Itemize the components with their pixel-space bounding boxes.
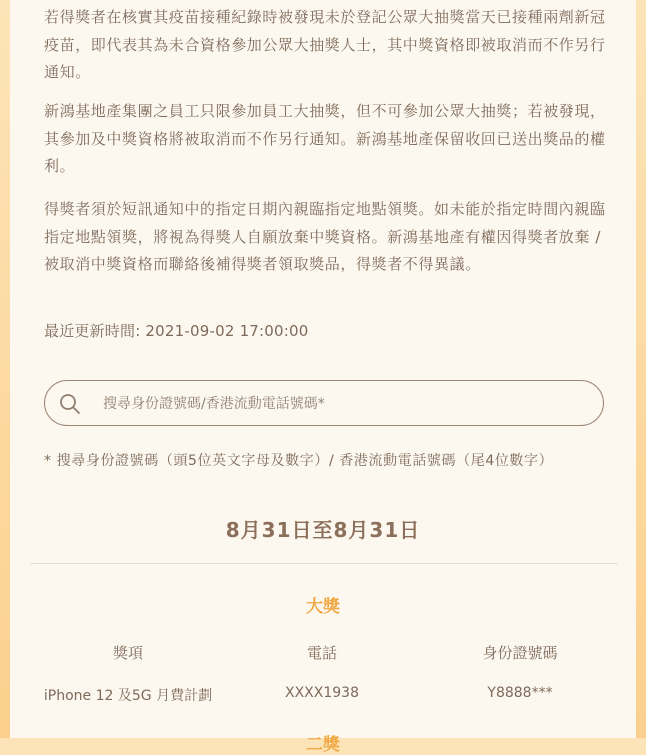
prize-section-title-2: 二獎: [306, 735, 340, 755]
terms-paragraph-3: 得獎者須於短訊通知中的指定日期內親臨指定地點領獎。如未能於指定時間內親臨指定地點領獎，將視為得獎人自願放棄中獎資格。新鴻基地產有權因得獎者放棄 / 被取消中獎資格而聯絡後補得獎者領取獎品，得獎者不得異議。: [44, 200, 606, 273]
search-note: * 搜尋身份證號碼（頭5位英文字母及數字）/ 香港流動電話號碼（尾4位數字）: [44, 453, 554, 469]
prize-section-title: 大獎: [306, 597, 340, 617]
table-cell-prize: iPhone 12 及5G 月費計劃: [43, 688, 213, 704]
divider: [30, 563, 618, 564]
table-cell-phone: XXXX1938: [285, 685, 359, 701]
table-cell-id: Y8888***: [487, 685, 553, 701]
search-input[interactable]: [101, 389, 585, 419]
column-header-id: 身份證號碼: [482, 644, 558, 662]
column-header-phone: 電話: [306, 644, 337, 662]
search-icon: [59, 393, 81, 415]
column-header-prize: 獎項: [112, 644, 143, 662]
content-panel: [10, 0, 636, 755]
last-updated-text: 最近更新時間: 2021-09-02 17:00:00: [44, 322, 309, 340]
terms-paragraph-2: 新鴻基地產集團之員工只限參加員工大抽獎，但不可參加公眾大抽獎；若被發現，其參加及中獎資格將被取消而不作另行通知。新鴻基地產保留收回已送出獎品的權利。: [44, 102, 606, 175]
search-box[interactable]: [44, 380, 604, 426]
terms-paragraph-1: 若得獎者在核實其疫苗接種紀錄時被發現未於登記公眾大抽獎當天已接種兩劑新冠疫苗，即代表其為未合資格參加公眾大抽獎人士，其中獎資格即被取消而不作另行通知。: [44, 8, 606, 81]
date-range-heading: 8月31日至8月31日: [225, 518, 421, 542]
